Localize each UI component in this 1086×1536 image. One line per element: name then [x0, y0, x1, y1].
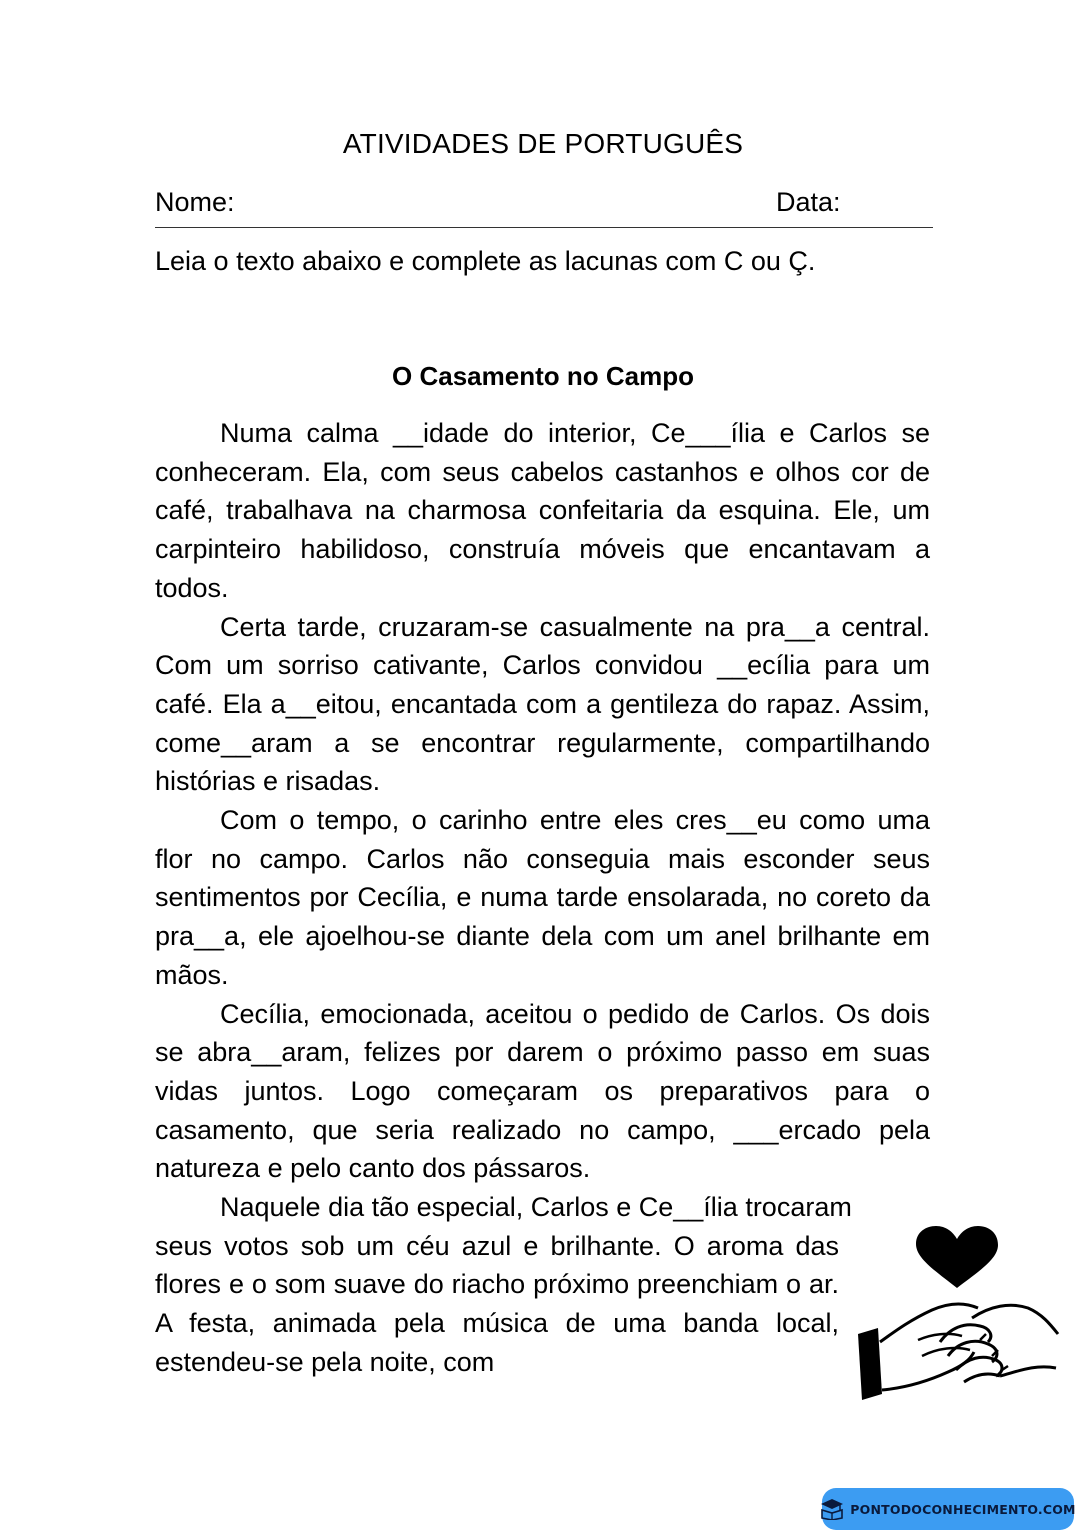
graduation-book-icon [820, 1498, 844, 1520]
date-label: Data: [776, 187, 841, 217]
story-paragraph-last [155, 1188, 852, 1382]
story-paragraph: Numa calma __idade do interior, Ce___ília e Carlos se conheceram. Ela, com seus cabelos castanhos e olhos cor de café, trabalhava na charmosa confeitaria da esquina. Ele, um carpinteiro habilidoso, construía móveis que encantavam a todos. [155, 418, 930, 603]
site-name: PONTODOCONHECIMENTO.COM [850, 1501, 1076, 1517]
story-title: O Casamento no Campo [392, 361, 694, 391]
story-paragraph: Certa tarde, cruzaram-se casualmente na pra__a central. Com um sorriso cativante, Carlos convidou __ecília para um café. Ela a__eitou, encantada com a gentileza do rapaz. Assim, come__aram a se encontrar regularmente, compartilhando histórias e risadas. [155, 611, 930, 797]
name-date-line [155, 185, 933, 228]
story-text [155, 414, 930, 1382]
story-line-rest: seus votos sob um céu azul e brilhante. O aroma das flores e o som suave do riacho próximo preenchiam o ar. A festa, animada pela música de uma banda local, estendeu-se pela noite, com [155, 1230, 839, 1377]
site-badge[interactable] [822, 1488, 1074, 1530]
story-paragraph: Com o tempo, o carinho entre eles cres__eu como uma flor no campo. Carlos não conseguia mais esconder seus sentimentos por Cecília, e numa tarde ensolarada, no coreto da pra__a, ele ajoelhou-se diante dela com um anel brilhante em mãos. [155, 805, 930, 990]
story-line: Naquele dia tão especial, Carlos e Ce__ília trocaram [220, 1192, 852, 1223]
heart-icon [916, 1226, 998, 1288]
heart-and-holding-hands-icon [852, 1222, 1062, 1407]
name-label: Nome: [155, 187, 235, 217]
instruction-text: Leia o texto abaixo e complete as lacunas com C ou Ç. [155, 246, 816, 276]
page-title: ATIVIDADES DE PORTUGUÊS [342, 128, 744, 159]
story-paragraph: Cecília, emocionada, aceitou o pedido de Carlos. Os dois se abra__aram, felizes por darem o próximo passo em suas vidas juntos. Logo começaram os preparativos para o casamento, que seria realizado no campo, ___ercado pela natureza e pelo canto dos pássaros. [155, 998, 930, 1184]
